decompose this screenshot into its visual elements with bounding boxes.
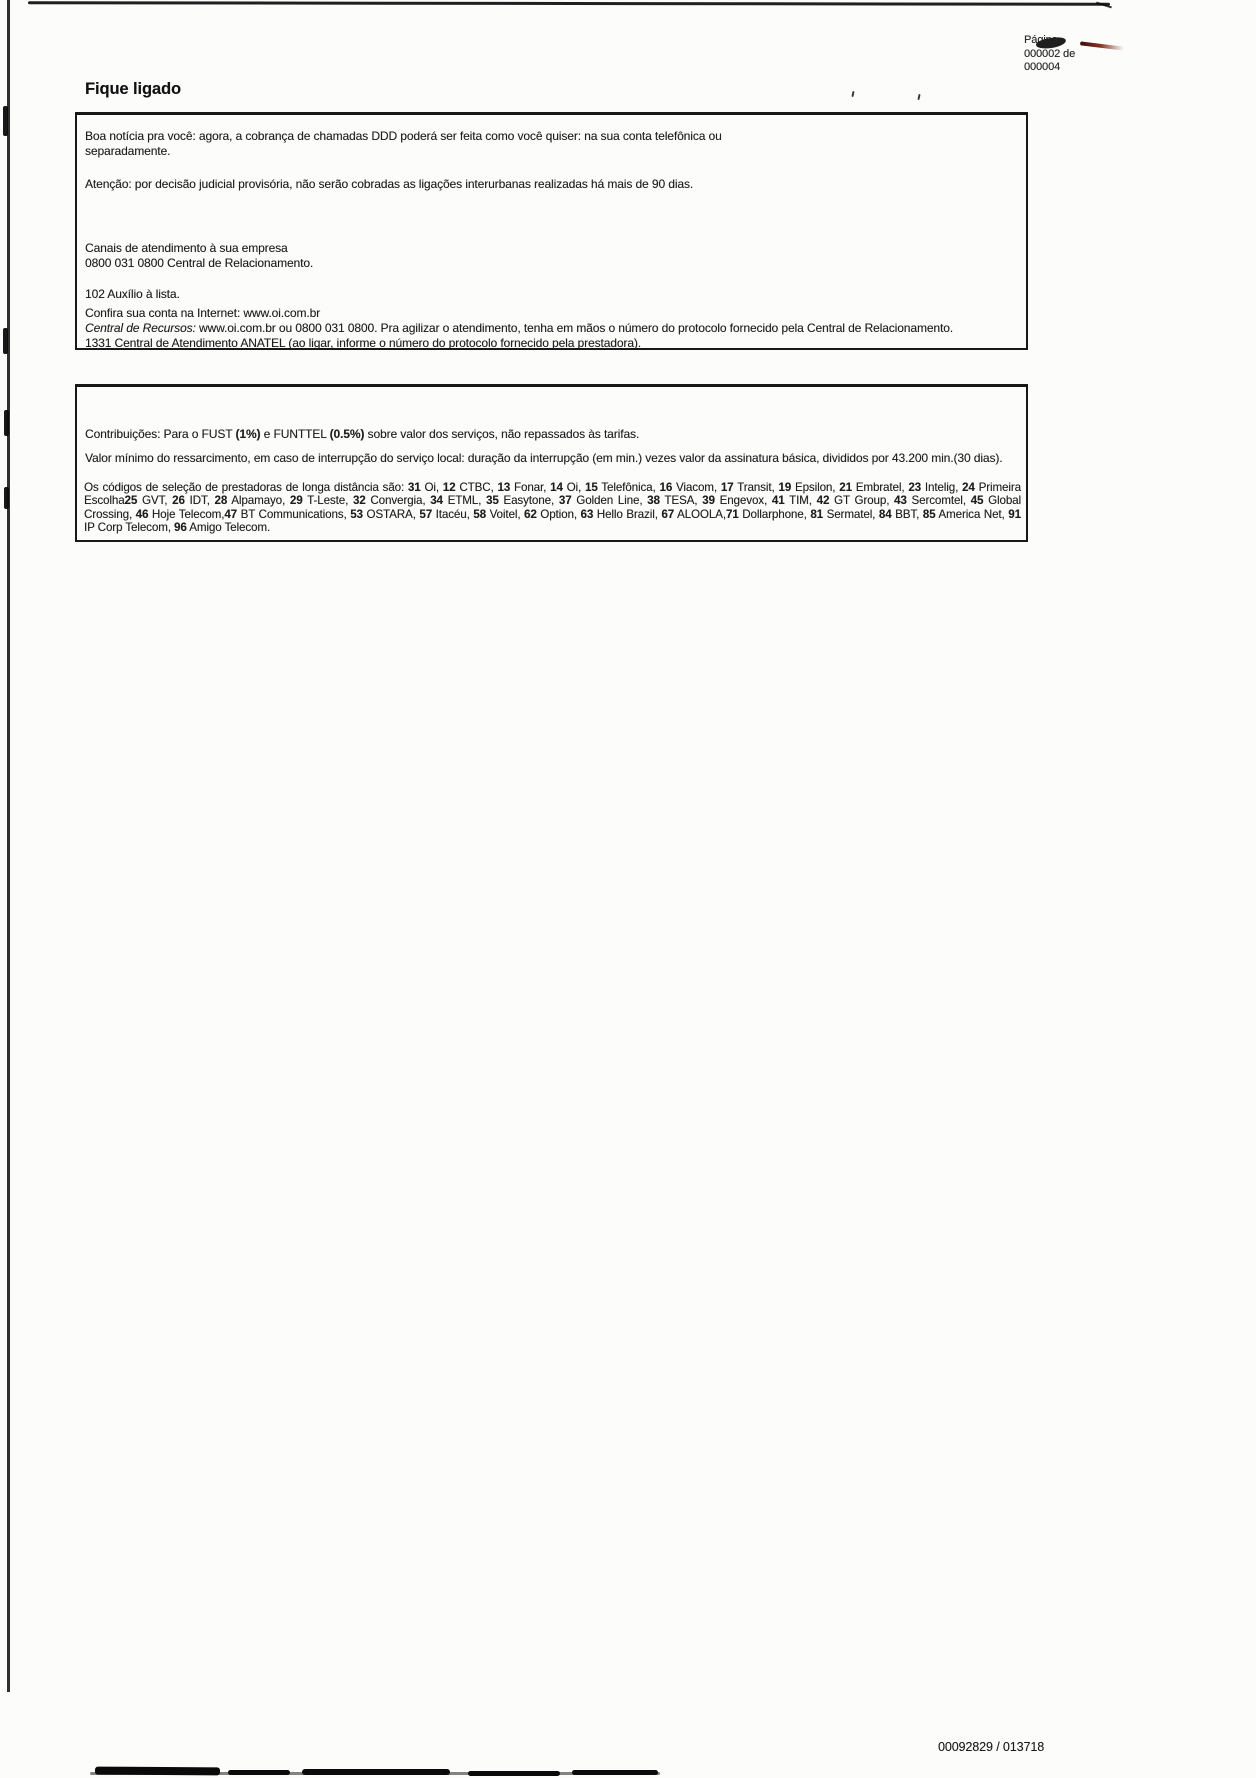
scan-artifact-left-dash bbox=[3, 328, 8, 354]
scan-artifact-bottom-blob bbox=[572, 1770, 658, 1775]
paragraph-judicial-attention: Atenção: por decisão judicial provisória, não serão cobradas as ligações interurbanas realizadas há mais de 90 dias. bbox=[85, 177, 694, 191]
channels-heading: Canais de atendimento à sua empresa bbox=[85, 241, 288, 255]
page-total: 000004 bbox=[1024, 61, 1061, 73]
paragraph-carrier-codes: Os códigos de seleção de prestadoras de longa distância são: 31 Oi, 12 CTBC, 13 Fonar, 14 Oi, 15 Telefônica, 16 Viacom, 17 Transit, 19 Epsilon, 21 Embratel, 23 Intelig, 24 Primeira Escolha25 GVT, 26 IDT, 28 Alpamayo, 29 T-Leste, 32 Convergia, 34 ETML, 35 Easytone, 37 Golden Line, 38 TESA, 39 Engevox, 41 TIM, 42 GT Group, 43 Sercomtel, 45 Global Crossing, 46 Hoje Telecom,47 BT Communications, 53 OSTARA, 57 Itacéu, 58 Voitel, 62 Option, 63 Hello Brazil, 67 ALOOLA,71 Dollarphone, 81 Sermatel, 84 BBT, 85 America Net, 91 IP Corp Telecom, 96 Amigo Telecom. bbox=[84, 481, 1021, 535]
section-title: Fique ligado bbox=[85, 80, 181, 98]
handwritten-arrow-mark bbox=[1080, 41, 1124, 50]
scan-artifact-bottom-blob bbox=[468, 1771, 560, 1776]
scan-artifact-tick bbox=[851, 91, 854, 97]
scan-artifact-bottom-blob bbox=[302, 1769, 450, 1775]
paragraph-contributions: Contribuições: Para o FUST (1%) e FUNTTEL (0.5%) sobre valor dos serviços, não repassados às tarifas. bbox=[85, 427, 640, 441]
paragraph-service-channels bbox=[85, 241, 1018, 271]
paragraph-refund-rule: Valor mínimo do ressarcimento, em caso de interrupção do serviço local: duração da interrupção (em min.) vezes valor da assinatura básica, divididos por 43.200 min.(30 dias). bbox=[85, 451, 1003, 465]
scan-artifact-bottom-blob bbox=[228, 1770, 290, 1775]
scan-artifact-left-edge bbox=[7, 0, 10, 1692]
scan-artifact-top-edge bbox=[28, 1, 1110, 6]
paragraph-central-recursos: Central de Recursos: www.oi.com.br ou 0800 031 0800. Pra agilizar o atendimento, tenha em mãos o número do protocolo fornecido pela Central de Relacionamento. bbox=[85, 321, 954, 335]
notice-box-customer-info bbox=[75, 112, 1028, 350]
page-label: Página bbox=[1024, 34, 1058, 46]
scan-artifact-tick bbox=[917, 94, 920, 100]
scan-artifact-bottom-blob bbox=[95, 1767, 220, 1776]
paragraph-internet: Confira sua conta na Internet: www.oi.com.br bbox=[85, 306, 321, 320]
scan-artifact-left-dash bbox=[4, 487, 9, 509]
paragraph-directory-assistance: 102 Auxílio à lista. bbox=[85, 287, 180, 301]
paragraph-anatel: 1331 Central de Atendimento ANATEL (ao ligar, informe o número do protocolo fornecido pela prestadora). bbox=[85, 336, 642, 350]
paragraph-ddd-billing: Boa notícia pra você: agora, a cobrança de chamadas DDD poderá ser feita como você quiser: na sua conta telefônica ou separadamente. bbox=[85, 129, 722, 158]
page-indicator bbox=[1024, 34, 1075, 75]
channels-phone: 0800 031 0800 Central de Relacionamento. bbox=[85, 256, 314, 270]
scan-artifact-left-dash bbox=[4, 410, 9, 436]
page-current: 000002 de bbox=[1024, 47, 1076, 60]
notice-box-regulatory-info bbox=[75, 384, 1028, 542]
scan-artifact-left-dash bbox=[3, 106, 8, 136]
footer-document-code: 00092829 / 013718 bbox=[938, 1740, 1045, 1754]
